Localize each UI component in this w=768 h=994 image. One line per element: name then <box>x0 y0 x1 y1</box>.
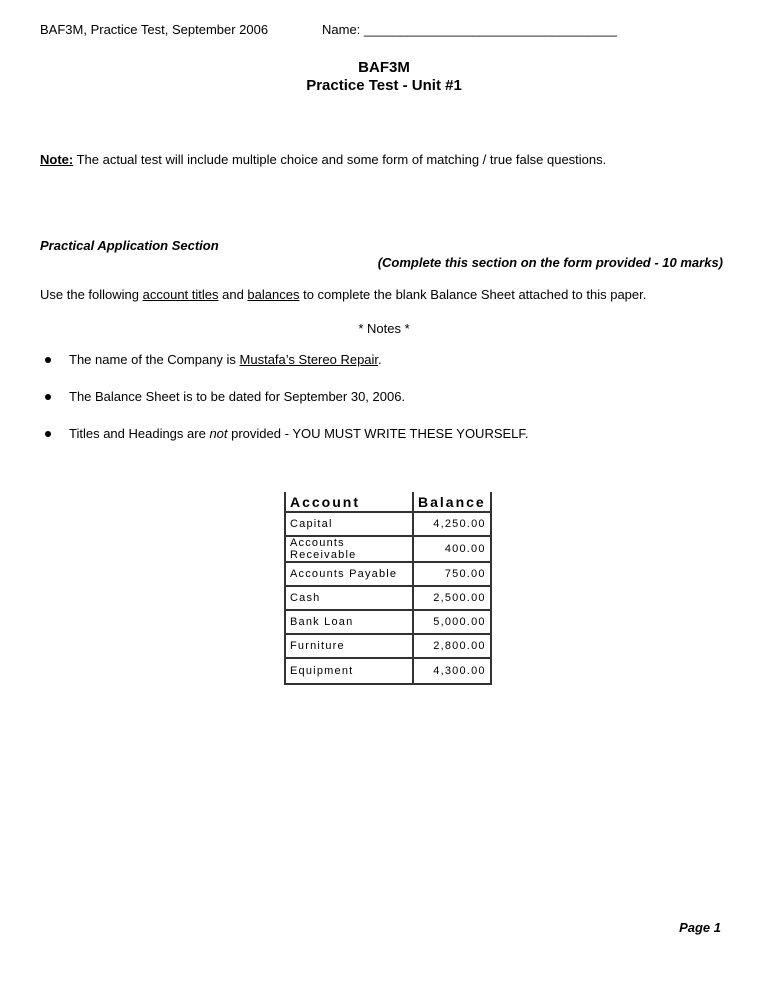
title-line-2: Practice Test - Unit #1 <box>306 77 462 94</box>
balance-cell: 4,250.00 <box>413 512 491 536</box>
account-cell: Accounts Receivable <box>285 536 413 562</box>
header-account: Account <box>285 492 413 512</box>
account-cell: Accounts Payable <box>285 562 413 586</box>
account-cell: Cash <box>285 586 413 610</box>
header-balance: Balance <box>413 492 491 512</box>
section-heading: Practical Application Section <box>40 238 219 253</box>
table-header-row <box>285 492 491 512</box>
notes-heading: * Notes * <box>358 321 410 336</box>
note-company-name <box>69 352 382 367</box>
account-cell: Equipment <box>285 658 413 684</box>
table-row <box>285 634 491 658</box>
balance-cell: 4,300.00 <box>413 658 491 684</box>
bullet3-em: not <box>209 426 228 441</box>
title-line-1: BAF3M <box>358 59 410 76</box>
accounts-table <box>284 492 492 685</box>
note-text: The actual test will include multiple choice and some form of matching / true false questions. <box>73 152 607 167</box>
note-label: Note: <box>40 152 74 167</box>
name-label: Name: <box>322 22 361 37</box>
intro-post: to complete the blank Balance Sheet attached to this paper. <box>299 287 647 302</box>
table-row <box>285 586 491 610</box>
balance-cell: 400.00 <box>413 536 491 562</box>
bullet-icon <box>45 357 51 363</box>
intro-account-titles: account titles <box>142 287 219 302</box>
bullet1-post: . <box>378 352 382 367</box>
company-name: Mustafa’s Stereo Repair <box>239 352 379 367</box>
table-row <box>285 536 491 562</box>
bullet1-pre: The name of the Company is <box>69 352 240 367</box>
balance-cell: 5,000.00 <box>413 610 491 634</box>
bullet3-post: provided - YOU MUST WRITE THESE YOURSELF. <box>227 426 529 441</box>
account-cell: Furniture <box>285 634 413 658</box>
intro-pre: Use the following <box>40 287 143 302</box>
intro-mid: and <box>218 287 248 302</box>
balance-cell: 2,800.00 <box>413 634 491 658</box>
page-title <box>0 59 768 95</box>
intro-balances: balances <box>247 287 300 302</box>
course-header: BAF3M, Practice Test, September 2006 <box>40 22 269 37</box>
table-row <box>285 610 491 634</box>
bullet3-pre: Titles and Headings are <box>69 426 210 441</box>
bullet-icon <box>45 431 51 437</box>
balance-cell: 750.00 <box>413 562 491 586</box>
account-cell: Capital <box>285 512 413 536</box>
balance-cell: 2,500.00 <box>413 586 491 610</box>
note <box>40 152 606 167</box>
bullet-icon <box>45 394 51 400</box>
name-blank: ___________________________________ <box>363 22 617 37</box>
name-field <box>322 22 617 37</box>
intro-text <box>40 287 646 302</box>
account-cell: Bank Loan <box>285 610 413 634</box>
note-date: The Balance Sheet is to be dated for September 30, 2006. <box>69 389 406 404</box>
table-row <box>285 512 491 536</box>
page-number: Page 1 <box>679 920 721 935</box>
section-instruction: (Complete this section on the form provided - 10 marks) <box>377 255 723 270</box>
table-row <box>285 562 491 586</box>
note-titles <box>69 426 529 441</box>
table-row <box>285 658 491 684</box>
